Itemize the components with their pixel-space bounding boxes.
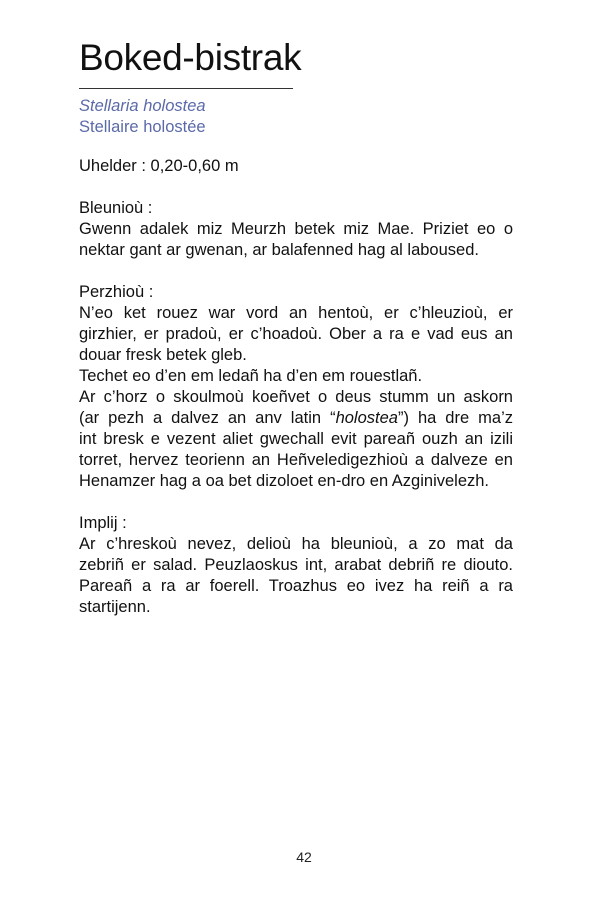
section-flowers (79, 198, 513, 261)
text-line: Techet eo d’en em ledañ ha d’en em rouestlañ. (79, 367, 423, 385)
text-line: douar fresk betek gleb. (79, 346, 247, 364)
section-heading-flowers: Bleunioù : (79, 199, 153, 217)
text-line: torret, hervez teorienn an Heñveledigezhioù a dalveze en (79, 451, 513, 469)
article-body (79, 156, 513, 618)
text-line: Gwenn adalek miz Meurzh betek miz Mae. Priziet eo o (79, 220, 513, 238)
section-heading-uses: Implij : (79, 514, 127, 532)
text-line-with-italic (79, 408, 513, 429)
text-segment: ”) ha dre ma’z (397, 409, 513, 427)
text-segment: (ar pezh a dalvez an anv latin “ (79, 409, 336, 427)
paragraph-habitat-1 (79, 303, 513, 366)
text-line: nektar gant ar gwenan, ar balafenned hag al laboused. (79, 241, 479, 259)
text-line: girzhier, er pradoù, er c’hoadoù. Ober a ra e vad eus an (79, 325, 513, 343)
french-name: Stellaire holostée (79, 118, 206, 136)
paragraph-habitat-3 (79, 387, 513, 492)
page-title: Boked-bistrak (79, 37, 302, 78)
text-line: Ar c’hreskoù nevez, delioù ha bleunioù, a zo mat da (79, 535, 513, 553)
text-line: int bresk e vezent aliet gwechall evit pareañ ouzh an izili (79, 430, 513, 448)
title-underline (79, 88, 293, 89)
section-uses (79, 513, 513, 618)
section-habitat (79, 282, 513, 492)
paragraph-uses (79, 534, 513, 618)
paragraph-habitat-2 (79, 366, 513, 387)
page-number: 42 (296, 849, 312, 865)
text-line: N’eo ket rouez war vord an hentoù, er c’hleuzioù, er (79, 304, 513, 322)
paragraph-flowers (79, 219, 513, 261)
text-line: Ar c’horz o skoulmoù koeñvet o deus stumm un askorn (79, 388, 513, 406)
text-line: startijenn. (79, 598, 151, 616)
text-line: Pareañ a ra ar foerell. Troazhus eo ivez ha reiñ a ra (79, 577, 513, 595)
section-heading-habitat: Perzhioù : (79, 283, 154, 301)
text-line: Henamzer hag a oa bet dizoloet en-dro en Azginivelezh. (79, 472, 490, 490)
text-line: zebriñ er salad. Peuzlaoskus int, arabat debriñ re diouto. (79, 556, 513, 574)
latin-name: Stellaria holostea (79, 97, 206, 115)
species-names (79, 96, 519, 138)
height-line: Uhelder : 0,20-0,60 m (79, 157, 239, 175)
latin-term: holostea (335, 409, 398, 427)
